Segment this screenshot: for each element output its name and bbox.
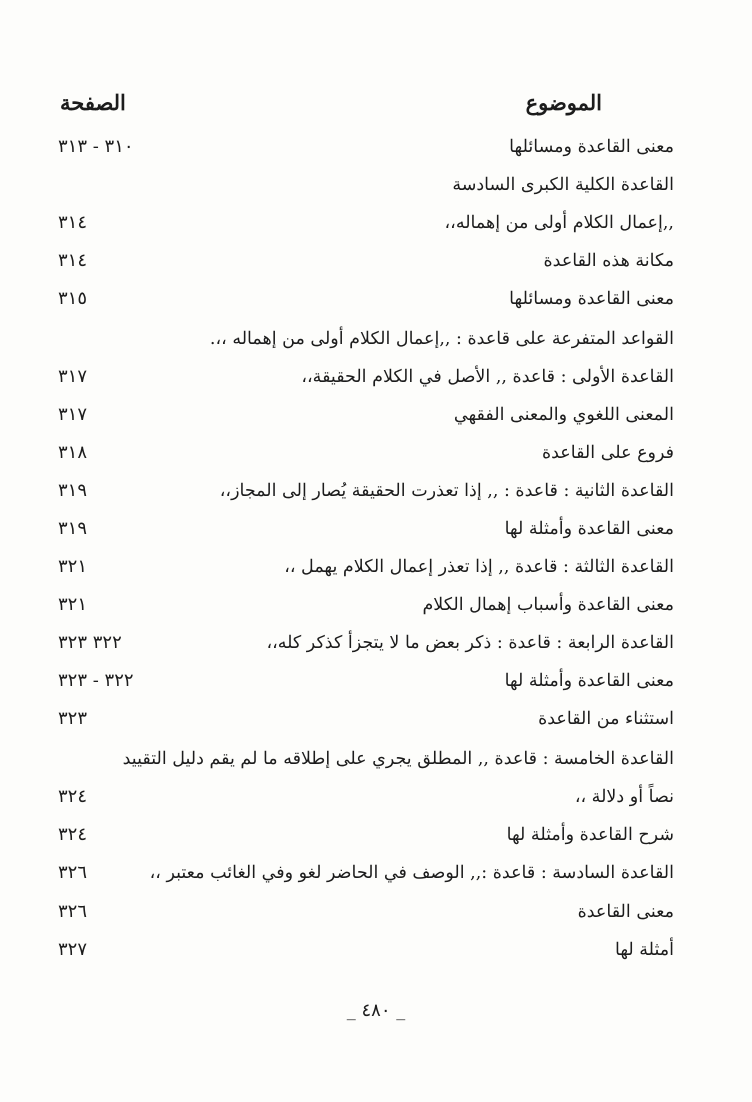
entry-page: ٣٢١ [58, 594, 88, 615]
entry-page: ٣١٩ [58, 480, 88, 501]
toc-entry [0, 204, 752, 242]
entry-page: ٣٢٤ [58, 786, 88, 807]
toc-entry [0, 472, 752, 510]
topic-column-header: الموضوع [525, 90, 602, 115]
entry-page: ٣٢٢ - ٣٢٣ [58, 670, 134, 691]
toc-entry [0, 816, 752, 854]
entry-page: ٣٢٣ [58, 708, 88, 729]
entry-title: القاعدة الخامسة : قاعدة ,, المطلق يجري على إطلاقه ما لم يقم دليل التقييد [122, 749, 674, 769]
entry-title: معنى القاعدة [577, 902, 674, 922]
entry-page: ٣٢٦ [58, 862, 88, 883]
toc-entry [0, 166, 752, 204]
entry-title: أمثلة لها [615, 940, 674, 960]
toc-entry [0, 242, 752, 280]
entry-title: القاعدة الأولى : قاعدة ,, الأصل في الكلام الحقيقة،، [301, 367, 674, 387]
entry-page: ٣٢٤ [58, 824, 88, 845]
entry-title: فروع على القاعدة [541, 443, 674, 463]
toc-entry [0, 396, 752, 434]
page-column-header: الصفحة [60, 90, 126, 115]
entry-title: القاعدة الثالثة : قاعدة ,, إذا تعذر إعمال الكلام يهمل ،، [284, 557, 674, 577]
toc-entry [0, 320, 752, 358]
entry-page: ٣١٨ [58, 442, 88, 463]
entry-title: شرح القاعدة وأمثلة لها [506, 825, 674, 845]
toc-entry [0, 624, 752, 662]
entry-page: ٣٢٧ [58, 939, 88, 960]
entry-title: معنى القاعدة ومسائلها [509, 289, 674, 309]
toc-entry [0, 586, 752, 624]
entry-title: القاعدة الثانية : قاعدة : ,, إذا تعذرت الحقيقة يُصار إلى المجاز،، [219, 481, 674, 501]
toc-entry [0, 662, 752, 700]
entry-title: المعنى اللغوي والمعنى الفقهي [453, 405, 674, 425]
page-number: _ ٤٨٠ _ [346, 1000, 406, 1021]
entry-title: معنى القاعدة وأمثلة لها [504, 671, 674, 691]
entry-page: ٣١٥ [58, 288, 88, 309]
entry-page: ٣١٤ [58, 212, 88, 233]
toc-entry [0, 854, 752, 892]
entry-title: القاعدة السادسة : قاعدة :,, الوصف في الحاضر لغو وفي الغائب معتبر ،، [149, 863, 674, 883]
entry-page: ٣١٧ [58, 404, 88, 425]
entry-title: نصاً أو دلالة ،، [574, 787, 674, 807]
entry-title: القاعدة الكلية الكبرى السادسة [452, 175, 674, 195]
entry-page: ٣٢١ [58, 556, 88, 577]
toc-entry [0, 893, 752, 931]
entry-title: مكانة هذه القاعدة [543, 251, 674, 271]
entry-title: معنى القاعدة وأسباب إهمال الكلام [422, 595, 674, 615]
toc-entry [0, 128, 752, 166]
entry-page: ٣١٩ [58, 518, 88, 539]
entry-page: ٣٢٢ ٣٢٣ [58, 632, 122, 653]
entry-page: ٣١٤ [58, 250, 88, 271]
entry-page: ٣٢٦ [58, 901, 88, 922]
toc-entry [0, 358, 752, 396]
entry-title: ,,إعمال الكلام أولى من إهماله،، [444, 213, 674, 233]
toc-entry [0, 931, 752, 969]
entry-title: استثناء من القاعدة [538, 709, 674, 729]
entry-page: ٣١٠ - ٣١٣ [58, 136, 134, 157]
toc-entry [0, 740, 752, 778]
entry-title: معنى القاعدة ومسائلها [509, 137, 674, 157]
toc-entry [0, 280, 752, 318]
toc-entry [0, 434, 752, 472]
toc-entry [0, 510, 752, 548]
entry-title: القاعدة الرابعة : قاعدة : ذكر بعض ما لا يتجزأ كذكر كله،، [266, 633, 674, 653]
entry-page: ٣١٧ [58, 366, 88, 387]
entry-title: معنى القاعدة وأمثلة لها [504, 519, 674, 539]
entry-title: القواعد المتفرعة على قاعدة : ,,إعمال الكلام أولى من إهماله ،،. [209, 329, 674, 349]
toc-entry [0, 700, 752, 738]
toc-entry [0, 778, 752, 816]
toc-entry [0, 548, 752, 586]
